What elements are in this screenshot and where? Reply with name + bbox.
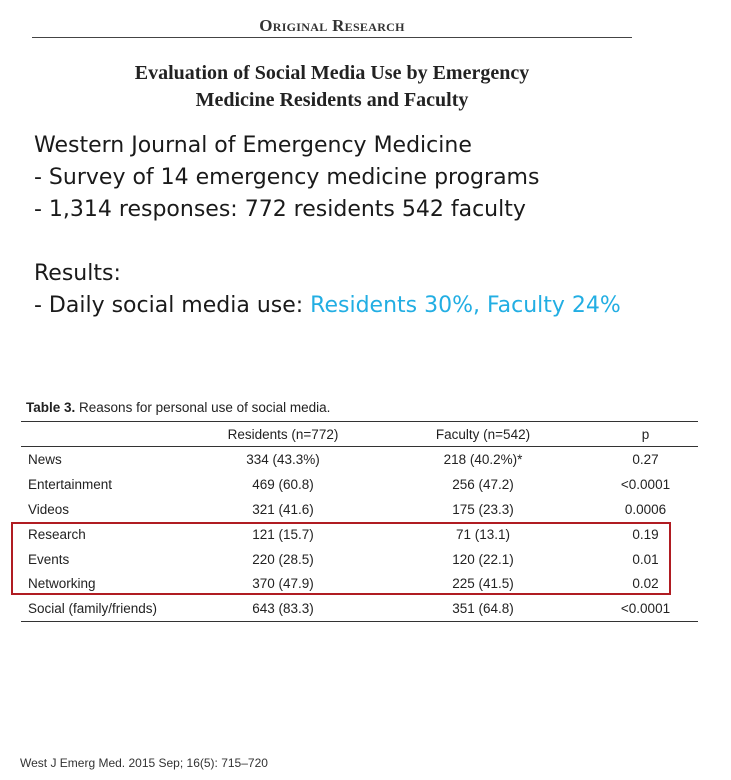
residents-value: 643 (83.3) xyxy=(193,596,373,621)
table-row xyxy=(21,497,698,522)
header-cell-label xyxy=(21,422,193,447)
p-value: <0.0001 xyxy=(593,596,698,621)
table-row xyxy=(21,596,698,621)
p-value: 0.02 xyxy=(632,576,659,592)
table-caption-text: Reasons for personal use of social media. xyxy=(75,400,331,415)
faculty-value: 225 (41.5) xyxy=(452,576,514,592)
residents-value: 334 (43.3%) xyxy=(246,451,320,467)
notes-daily-use xyxy=(34,290,621,322)
residents-value: 220 (28.5) xyxy=(252,551,314,567)
faculty-value: 175 (23.3) xyxy=(452,501,514,517)
p-value: <0.0001 xyxy=(620,476,671,492)
table-caption xyxy=(26,400,330,415)
p-value: 0.19 xyxy=(632,526,659,542)
table-header-row xyxy=(21,422,698,447)
header-cell-residents: Residents (n=772) xyxy=(193,422,373,447)
notes-responses: - 1,314 responses: 772 residents 542 faculty xyxy=(34,197,526,222)
notes-survey: - Survey of 14 emergency medicine programs xyxy=(34,165,540,190)
row-label: Videos xyxy=(28,501,70,517)
row-label: Events xyxy=(28,551,70,567)
row-label: Networking xyxy=(28,576,96,592)
p-value: 0.0006 xyxy=(624,501,667,517)
header-cell-p: p xyxy=(593,422,698,447)
residents-value: 321 (41.6) xyxy=(252,501,314,517)
highlighted-rows-box xyxy=(11,522,671,595)
section-label: Original Research xyxy=(259,16,405,35)
table-row xyxy=(21,447,698,472)
row-label: Social (family/friends) xyxy=(21,596,193,621)
row-label: Entertainment xyxy=(28,476,113,492)
row-label: Research xyxy=(28,526,86,542)
notes-results-label: Results: xyxy=(34,261,121,286)
residents-value: 370 (47.9) xyxy=(252,576,314,592)
table-row xyxy=(21,472,698,497)
daily-use-highlight: Residents 30%, Faculty 24% xyxy=(310,293,621,318)
p-value: 0.01 xyxy=(632,551,659,567)
faculty-value: 120 (22.1) xyxy=(452,551,514,567)
residents-value: 121 (15.7) xyxy=(252,526,314,542)
faculty-value: 256 (47.2) xyxy=(452,476,514,492)
notes-spacer xyxy=(34,226,621,258)
summary-notes xyxy=(34,130,621,322)
faculty-value: 218 (40.2%)* xyxy=(443,451,523,467)
header-cell-faculty: Faculty (n=542) xyxy=(373,422,593,447)
header-divider xyxy=(32,37,632,38)
residents-value: 469 (60.8) xyxy=(252,476,314,492)
paper-title-line-1: Evaluation of Social Media Use by Emergency xyxy=(134,62,530,84)
p-value: 0.27 xyxy=(632,451,659,467)
paper-title xyxy=(32,60,632,114)
faculty-value: 351 (64.8) xyxy=(373,596,593,621)
faculty-value: 71 (13.1) xyxy=(455,526,511,542)
citation: West J Emerg Med. 2015 Sep; 16(5): 715–720 xyxy=(20,756,268,770)
table-caption-label: Table 3. xyxy=(26,400,76,415)
notes-journal: Western Journal of Emergency Medicine xyxy=(34,133,472,158)
paper-title-line-2: Medicine Residents and Faculty xyxy=(195,89,469,111)
daily-use-prefix: - Daily social media use: xyxy=(34,293,311,318)
row-label: News xyxy=(28,451,62,467)
